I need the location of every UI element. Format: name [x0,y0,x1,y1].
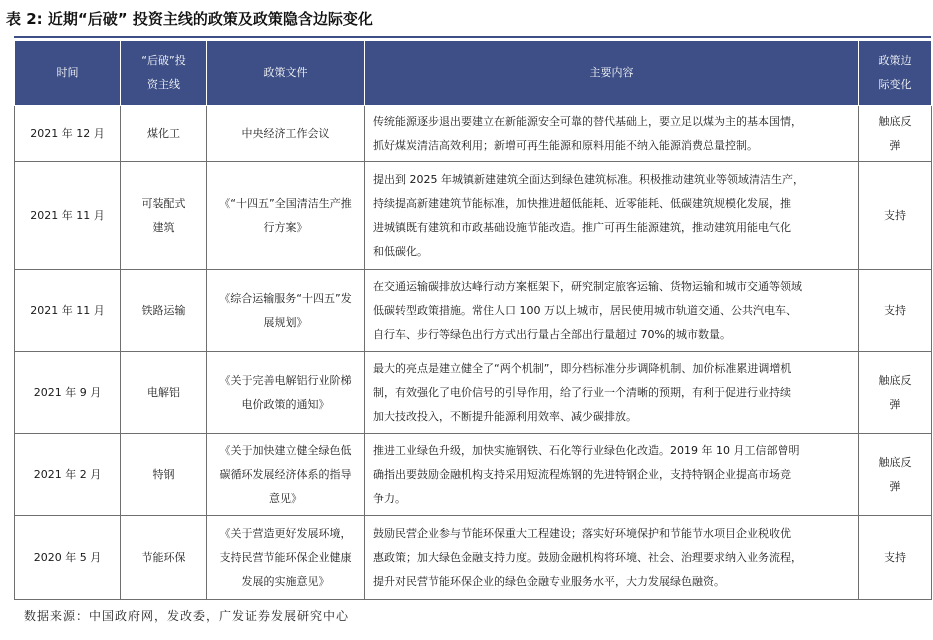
cell-content-line: 鼓励民营企业参与节能环保重大工程建设；落实好环境保护和节能节水项目企业税收优 [373,526,791,540]
cell-theme-line: 铁路运输 [141,303,186,317]
cell-content-line: 惠政策；加大绿色金融支持力度。鼓励金融机构将环境、社会、治理要求纳入业务流程， [373,550,802,564]
cell-doc-line: 行方案》 [263,220,308,234]
cell-content-line: 制，有效强化了电价信号的引导作用，给了行业一个清晰的预期，有利于促进行业持续 [373,385,791,399]
cell-doc-line: 《关于营造更好发展环境， [219,526,352,540]
policy-table [14,40,932,600]
cell-content [365,270,859,352]
cell-doc [207,270,365,352]
cell-change [859,434,932,516]
cell-theme-line: 节能环保 [141,550,186,564]
cell-time-text: 2021 年 2 月 [33,467,102,481]
cell-content [365,106,859,162]
cell-doc-line: 支持民营节能环保企业健康 [219,550,352,564]
table-header-row [15,41,932,106]
cell-time [15,162,121,270]
cell-change-line: 触底反 [878,373,912,387]
table-row [15,270,932,352]
table-row [15,516,932,600]
cell-change-line: 弹 [889,138,901,152]
cell-content [365,434,859,516]
cell-doc [207,434,365,516]
cell-content-line: 持续提高新建建筑节能标准，加快推进超低能耗、近零能耗、低碳建筑规模化发展，推 [373,196,791,210]
cell-theme-line: 电解铝 [147,385,180,399]
cell-doc [207,162,365,270]
cell-time [15,106,121,162]
cell-time [15,434,121,516]
cell-content [365,162,859,270]
cell-content-line: 进城镇既有建筑和市政基础设施节能改造。推广可再生能源建筑，推动建筑用能电气化 [373,220,791,234]
cell-theme [121,106,207,162]
cell-content-line: 确指出要鼓励金融机构支持采用短流程炼钢的先进特钢企业，支持特钢企业提高市场竞 [373,467,791,481]
cell-change-line: 触底反 [878,455,912,469]
cell-time-text: 2021 年 11 月 [30,208,105,222]
cell-content-line: 提升对民营节能环保企业的绿色金融专业服务水平，大力发展绿色融资。 [373,574,725,588]
cell-change-line: 弹 [889,397,901,411]
cell-change-line: 支持 [884,208,906,222]
table-row [15,162,932,270]
cell-time [15,516,121,600]
header-content: 主要内容 [365,41,859,106]
cell-content-line: 在交通运输碳排放达峰行动方案框架下，研究制定旅客运输、货物运输和城市交通等领域 [373,279,802,293]
cell-change [859,516,932,600]
title-rule [14,36,931,38]
cell-change [859,162,932,270]
table-row [15,106,932,162]
cell-content [365,516,859,600]
header-theme [121,41,207,106]
cell-doc-line: 展规划》 [263,315,308,329]
header-change-line1: 政策边 [878,54,912,67]
data-source-note: 数据来源：中国政府网，发改委，广发证券发展研究中心 [24,609,350,623]
header-theme-line1: “后破”投 [141,54,186,67]
cell-doc [207,106,365,162]
cell-doc-line: 意见》 [269,491,302,505]
cell-doc-line: 碳循环发展经济体系的指导 [219,467,352,481]
header-change [859,41,932,106]
cell-change-line: 支持 [884,303,906,317]
cell-theme [121,162,207,270]
cell-time-text: 2021 年 12 月 [30,126,105,140]
header-change-line2: 际变化 [878,78,912,91]
cell-time-text: 2020 年 5 月 [33,550,102,564]
cell-doc-line: 《综合运输服务“十四五”发 [219,291,352,305]
cell-theme [121,270,207,352]
cell-doc [207,352,365,434]
cell-time-text: 2021 年 11 月 [30,303,105,317]
table-title: 表 2: 近期“后破” 投资主线的政策及政策隐含边际变化 [6,10,373,28]
cell-theme-line: 煤化工 [147,126,180,140]
cell-content-line: 抓好煤炭清洁高效利用；新增可再生能源和原料用能不纳入能源消费总量控制。 [373,138,758,152]
cell-content-line: 和低碳化。 [373,244,428,258]
header-time: 时间 [15,41,121,106]
cell-doc-line: 《“十四五”全国清洁生产推 [219,196,352,210]
cell-content-line: 提出到 2025 年城镇新建建筑全面达到绿色建筑标准。积极推动建筑业等领域清洁生产， [373,172,804,186]
table-row [15,352,932,434]
cell-theme-line: 特钢 [152,467,175,481]
cell-theme [121,352,207,434]
cell-content-line: 最大的亮点是建立健全了“两个机制”，即分档标准分步调降机制、加价标准累进调增机 [373,361,792,375]
cell-theme [121,516,207,600]
cell-content-line: 自行车、步行等绿色出行方式出行量占全部出行量超过 70%的城市数量。 [373,327,731,341]
cell-content-line: 争力。 [373,491,406,505]
cell-content [365,352,859,434]
cell-time-text: 2021 年 9 月 [33,385,102,399]
cell-change-line: 弹 [889,479,901,493]
cell-time [15,352,121,434]
cell-content-line: 低碳转型政策措施。常住人口 100 万以上城市，居民使用城市轨道交通、公共汽电车、 [373,303,797,317]
header-theme-line2: 资主线 [147,78,180,91]
cell-change-line: 支持 [884,550,906,564]
cell-change [859,106,932,162]
cell-content-line: 传统能源逐步退出要建立在新能源安全可靠的替代基础上，要立足以煤为主的基本国情， [373,114,802,128]
cell-content-line: 推进工业绿色升级，加快实施钢铁、石化等行业绿色化改造。2019 年 10 月工信部曾明 [373,443,800,457]
cell-theme-line: 可装配式 [141,196,186,210]
cell-time [15,270,121,352]
cell-theme-line: 建筑 [152,220,175,234]
cell-doc-line: 发展的实施意见》 [241,574,330,588]
table-row [15,434,932,516]
cell-doc-line: 中央经济工作会议 [241,126,330,140]
cell-doc-line: 电价政策的通知》 [241,397,330,411]
cell-theme [121,434,207,516]
table-body [15,106,932,600]
cell-change [859,352,932,434]
cell-doc-line: 《关于加快建立健全绿色低 [219,443,352,457]
cell-change-line: 触底反 [878,114,912,128]
cell-doc [207,516,365,600]
cell-change [859,270,932,352]
cell-content-line: 加大技改投入，不断提升能源利用效率、减少碳排放。 [373,409,637,423]
cell-doc-line: 《关于完善电解铝行业阶梯 [219,373,352,387]
header-doc: 政策文件 [207,41,365,106]
